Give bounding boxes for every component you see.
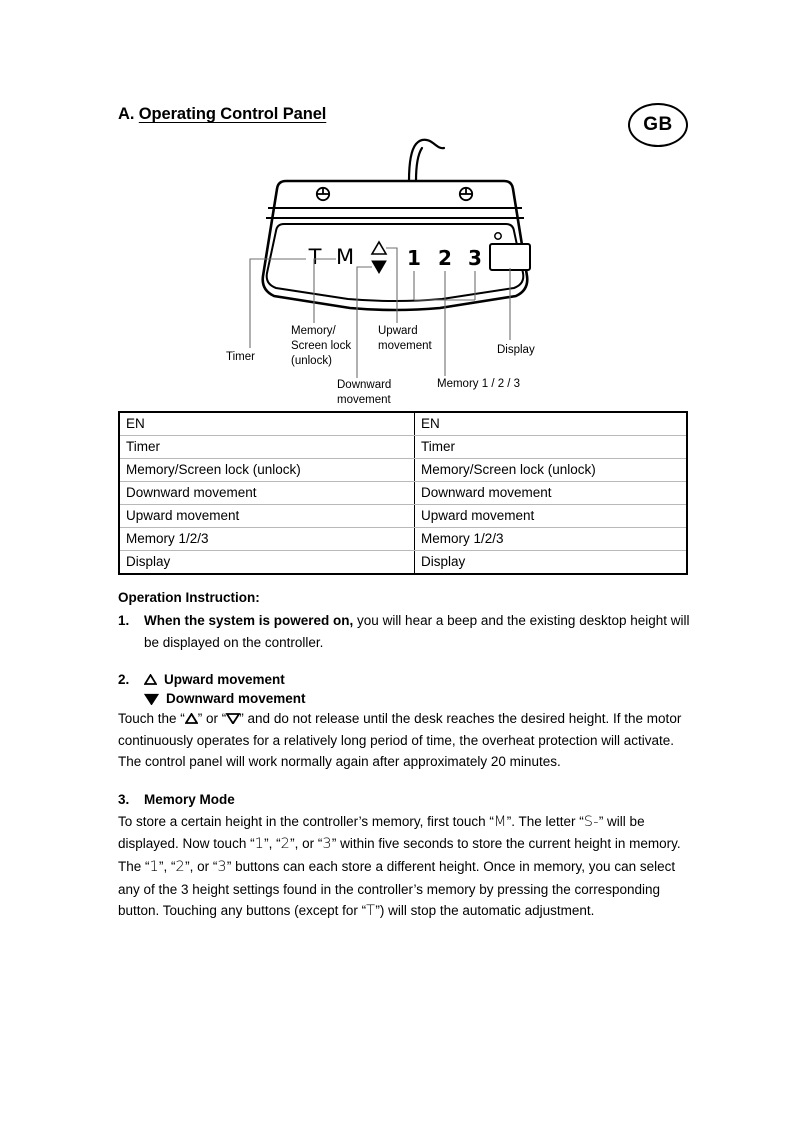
callout-memory-123: Memory 1 / 2 / 3 <box>437 378 521 390</box>
item2-up-label: Upward movement <box>164 672 285 687</box>
item3-p2: ”. The letter “ <box>506 813 584 829</box>
panel-button-3: 3 <box>468 246 482 270</box>
svg-text:movement: movement <box>378 340 432 352</box>
glyph-1a: 1 <box>254 836 265 853</box>
callout-timer: Timer <box>226 351 255 363</box>
item2-body-b: ” or “ <box>197 711 227 726</box>
instruction-item-2-heading <box>118 670 690 689</box>
instruction-item-2-body <box>118 708 690 773</box>
page-title-text: Operating Control Panel <box>138 105 327 123</box>
callout-downward-movement <box>337 379 391 406</box>
country-badge-label: GB <box>643 114 673 135</box>
item2-down-label: Downward movement <box>166 691 306 706</box>
panel-display-window <box>490 244 530 270</box>
callout-memory-screen-lock <box>291 325 351 367</box>
glyph-s-dash: S- <box>583 813 599 830</box>
item3-p6: ” within five seconds to store the current height in memory. The “ <box>118 836 681 874</box>
table-row <box>119 482 687 505</box>
table-row <box>119 528 687 551</box>
table-cell: Memory 1/2/3 <box>119 528 415 551</box>
table-cell: Display <box>421 554 466 569</box>
table-row <box>119 551 687 575</box>
svg-text:movement: movement <box>337 394 391 406</box>
table-cell: Memory/Screen lock (unlock) <box>119 459 415 482</box>
instruction-item-3-body <box>118 811 690 924</box>
table-cell: EN <box>415 412 688 436</box>
panel-button-m: M <box>335 245 355 269</box>
table-cell: Timer <box>415 436 688 459</box>
item2-body-c: ” and do not release until the desk reaches the desired height. If the motor continuously operates for a relatively long period of time, the overheat protection will activate. The control panel will work normally again after approximately 20 minutes. <box>118 711 682 769</box>
table-cell: Memory 1/2/3 <box>415 528 688 551</box>
table-row <box>119 505 687 528</box>
table-cell: Downward movement <box>119 482 415 505</box>
item3-p1: To store a certain height in the controller’s memory, first touch “ <box>118 813 494 829</box>
item-number: 3. <box>118 791 130 807</box>
item-number: 2. <box>118 672 130 687</box>
table-cell: EN <box>119 412 415 436</box>
down-triangle-icon-inline <box>226 709 239 720</box>
table-cell: Timer <box>119 436 415 459</box>
table-row <box>119 459 687 482</box>
svg-text:Screen lock: Screen lock <box>291 340 352 352</box>
callout-display: Display <box>497 344 535 356</box>
instruction-item-2-subheading <box>118 689 690 708</box>
table-cell: Display <box>119 551 415 575</box>
table-row <box>119 436 687 459</box>
svg-text:Memory/: Memory/ <box>291 325 336 337</box>
country-badge <box>628 103 688 147</box>
table-cell: Upward movement <box>415 505 688 528</box>
spacer <box>118 653 690 670</box>
section-letter: A. <box>118 105 135 123</box>
table-cell: Downward movement <box>415 482 688 505</box>
item3-p8: ”, or “ <box>185 858 218 874</box>
glyph-t: T <box>366 903 376 920</box>
item3-p3: ” will be displayed. Now touch “ <box>118 813 645 852</box>
callout-upward-movement <box>378 325 432 352</box>
screw-icon-left <box>317 188 329 200</box>
control-panel-diagram <box>190 128 620 413</box>
item2-body-a: Touch the “ <box>118 711 185 726</box>
glyph-2b: 2 <box>175 858 186 875</box>
panel-button-1: 1 <box>407 246 421 270</box>
instruction-item-1 <box>118 610 690 653</box>
item3-p4: ”, “ <box>264 836 281 852</box>
instruction-item-3-heading <box>118 790 690 810</box>
panel-touch-area <box>267 224 524 301</box>
translation-table <box>118 411 688 575</box>
glyph-3b: 3 <box>217 858 227 875</box>
instructions-section <box>118 588 690 923</box>
table-body <box>119 412 687 574</box>
screw-icon-right <box>460 188 472 200</box>
item-number: 1. <box>118 613 130 628</box>
svg-text:(unlock): (unlock) <box>291 355 332 367</box>
item3-p5: ”, or “ <box>290 836 323 852</box>
glyph-2a: 2 <box>280 836 291 853</box>
panel-button-t: T <box>308 245 322 269</box>
page-title <box>118 105 326 124</box>
svg-text:Upward: Upward <box>378 325 418 337</box>
table-cell: Memory/Screen lock (unlock) <box>415 459 688 482</box>
down-triangle-icon <box>144 691 159 703</box>
item3-p7: ”, “ <box>159 858 176 874</box>
up-triangle-icon-inline <box>185 709 198 720</box>
up-triangle-icon <box>144 671 157 682</box>
item1-bold-lead: When the system is powered on, <box>144 613 354 628</box>
glyph-m: M <box>493 813 507 830</box>
item3-heading-text: Memory Mode <box>144 791 235 807</box>
spacer <box>118 773 690 790</box>
instructions-heading: Operation Instruction: <box>118 590 260 605</box>
panel-button-2: 2 <box>438 246 452 270</box>
glyph-3a: 3 <box>322 836 332 853</box>
table-row-header <box>119 412 687 436</box>
glyph-1b: 1 <box>149 858 160 875</box>
item1-rest: you will hear a beep and the existing desktop height will be displayed on the controller. <box>144 613 690 650</box>
cable-icon <box>409 140 444 181</box>
svg-text:Downward: Downward <box>337 379 392 391</box>
table-cell: Upward movement <box>119 505 415 528</box>
item3-p10: ”) will stop the automatic adjustment. <box>375 903 595 919</box>
item3-p9: ” buttons can each store a different height. Once in memory, you can select any of the 3 height settings found in the controller’s memory by pressing the corresponding button. Touching any buttons (except for “ <box>118 858 676 919</box>
